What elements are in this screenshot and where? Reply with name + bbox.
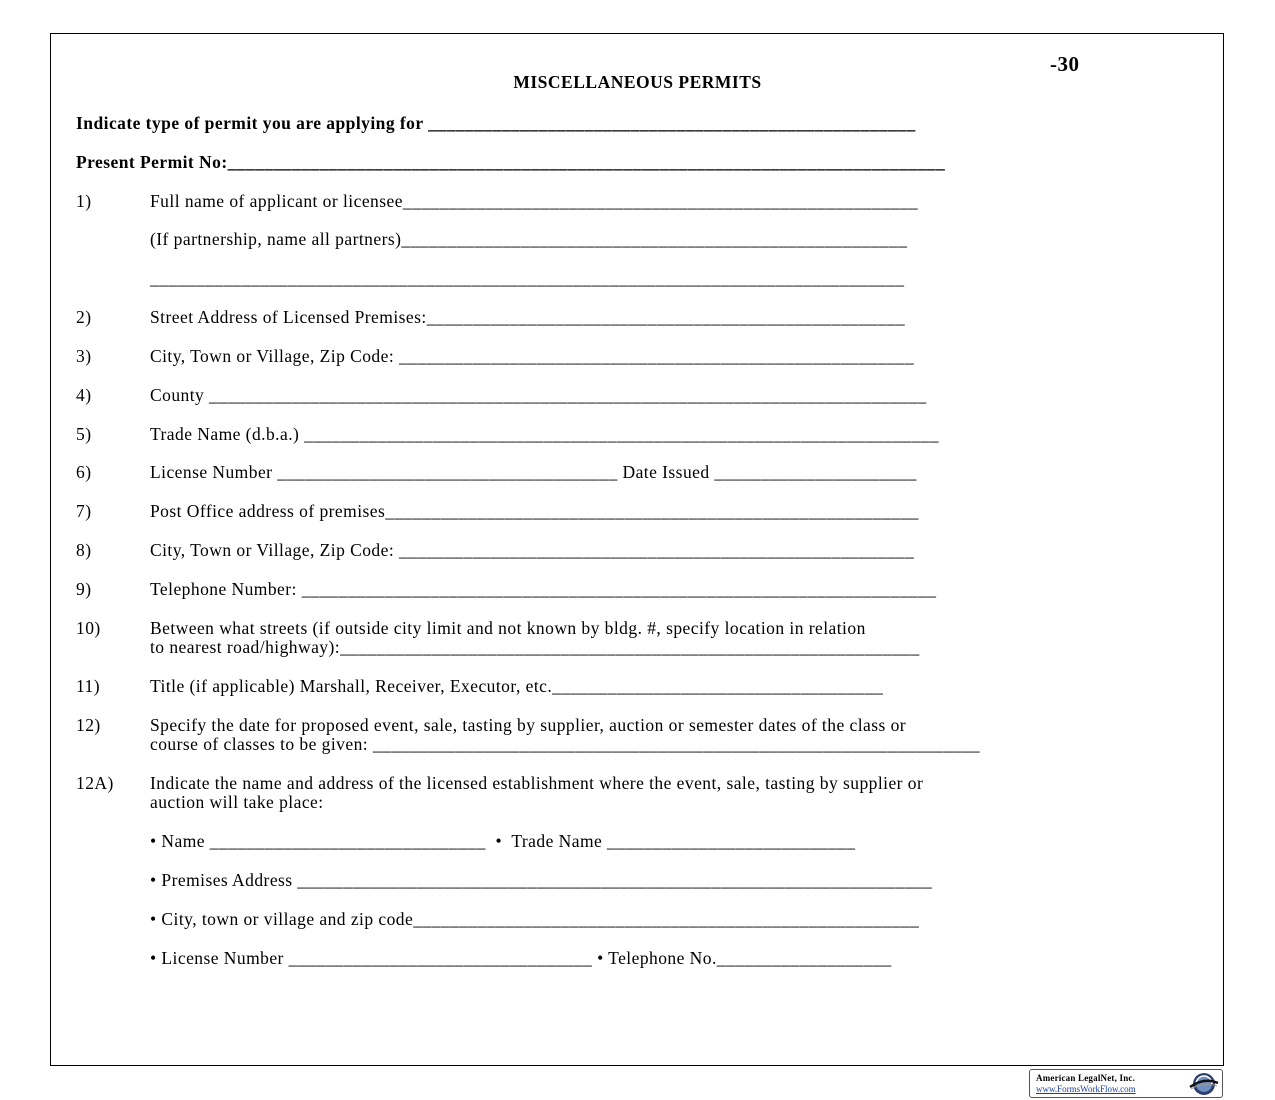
item-number: 10)	[76, 618, 101, 638]
establishment-premises-field[interactable]: • Premises Address _____________________________________________________________________	[150, 870, 933, 890]
publisher-logo	[1029, 1069, 1223, 1098]
between-streets-label: Between what streets (if outside city limit and not known by bldg. #, specify location in relation	[150, 618, 866, 638]
event-date-field[interactable]: course of classes to be given: __________________________________________________________________	[150, 734, 981, 754]
publisher-link[interactable]: www.FormsWorkFlow.com	[1036, 1084, 1136, 1094]
telephone-field[interactable]: Telephone Number: _____________________________________________________________________	[150, 579, 937, 599]
partners-continued-field[interactable]: __________________________________________________________________________________	[150, 268, 905, 288]
present-permit-field[interactable]: Present Permit No:______________________________________________________________________________	[76, 152, 946, 172]
partners-field[interactable]: (If partnership, name all partners)_______________________________________________________	[150, 229, 908, 249]
item-number: 12A)	[76, 773, 114, 793]
permit-type-field[interactable]: Indicate type of permit you are applying for _____________________________________________________	[76, 113, 916, 133]
establishment-name-field[interactable]: • Name ______________________________ • Trade Name ___________________________	[150, 831, 856, 851]
establishment-label-cont: auction will take place:	[150, 792, 324, 812]
trade-name-field[interactable]: Trade Name (d.b.a.) _____________________________________________________________________	[150, 424, 939, 444]
between-streets-field[interactable]: to nearest road/highway):_______________________________________________________________	[150, 637, 920, 657]
establishment-license-field[interactable]: • License Number _________________________________ • Telephone No.___________________	[150, 948, 892, 968]
establishment-label: Indicate the name and address of the licensed establishment where the event, sale, tasting by supplier or	[150, 773, 924, 793]
item-number: 8)	[76, 540, 92, 560]
post-office-address-field[interactable]: Post Office address of premises__________________________________________________________	[150, 501, 919, 521]
city-zip-field-2[interactable]: City, Town or Village, Zip Code: ________________________________________________________	[150, 540, 915, 560]
city-zip-field[interactable]: City, Town or Village, Zip Code: ________________________________________________________	[150, 346, 915, 366]
item-number: 12)	[76, 715, 101, 735]
item-number: 6)	[76, 462, 92, 482]
applicant-name-field[interactable]: Full name of applicant or licensee________________________________________________________	[150, 191, 919, 211]
publisher-name: American LegalNet, Inc.	[1036, 1073, 1136, 1083]
item-number: 11)	[76, 676, 101, 696]
item-number: 7)	[76, 501, 92, 521]
globe-icon	[1186, 1071, 1220, 1097]
item-number: 4)	[76, 385, 92, 405]
item-number: 1)	[76, 191, 92, 211]
page-title: MISCELLANEOUS PERMITS	[513, 72, 762, 92]
county-field[interactable]: County ______________________________________________________________________________	[150, 385, 927, 405]
establishment-city-field[interactable]: • City, town or village and zip code_______________________________________________________	[150, 909, 920, 929]
title-field[interactable]: Title (if applicable) Marshall, Receiver, Executor, etc.____________________________________	[150, 676, 884, 696]
license-date-field[interactable]: License Number _____________________________________ Date Issued ______________________	[150, 462, 917, 482]
item-number: 3)	[76, 346, 92, 366]
street-address-field[interactable]: Street Address of Licensed Premises:____________________________________________________	[150, 307, 906, 327]
event-date-label: Specify the date for proposed event, sale, tasting by supplier, auction or semester dates of the class or	[150, 715, 907, 735]
item-number: 5)	[76, 424, 92, 444]
form-code: -30	[1050, 52, 1080, 76]
item-number: 2)	[76, 307, 92, 327]
item-number: 9)	[76, 579, 92, 599]
